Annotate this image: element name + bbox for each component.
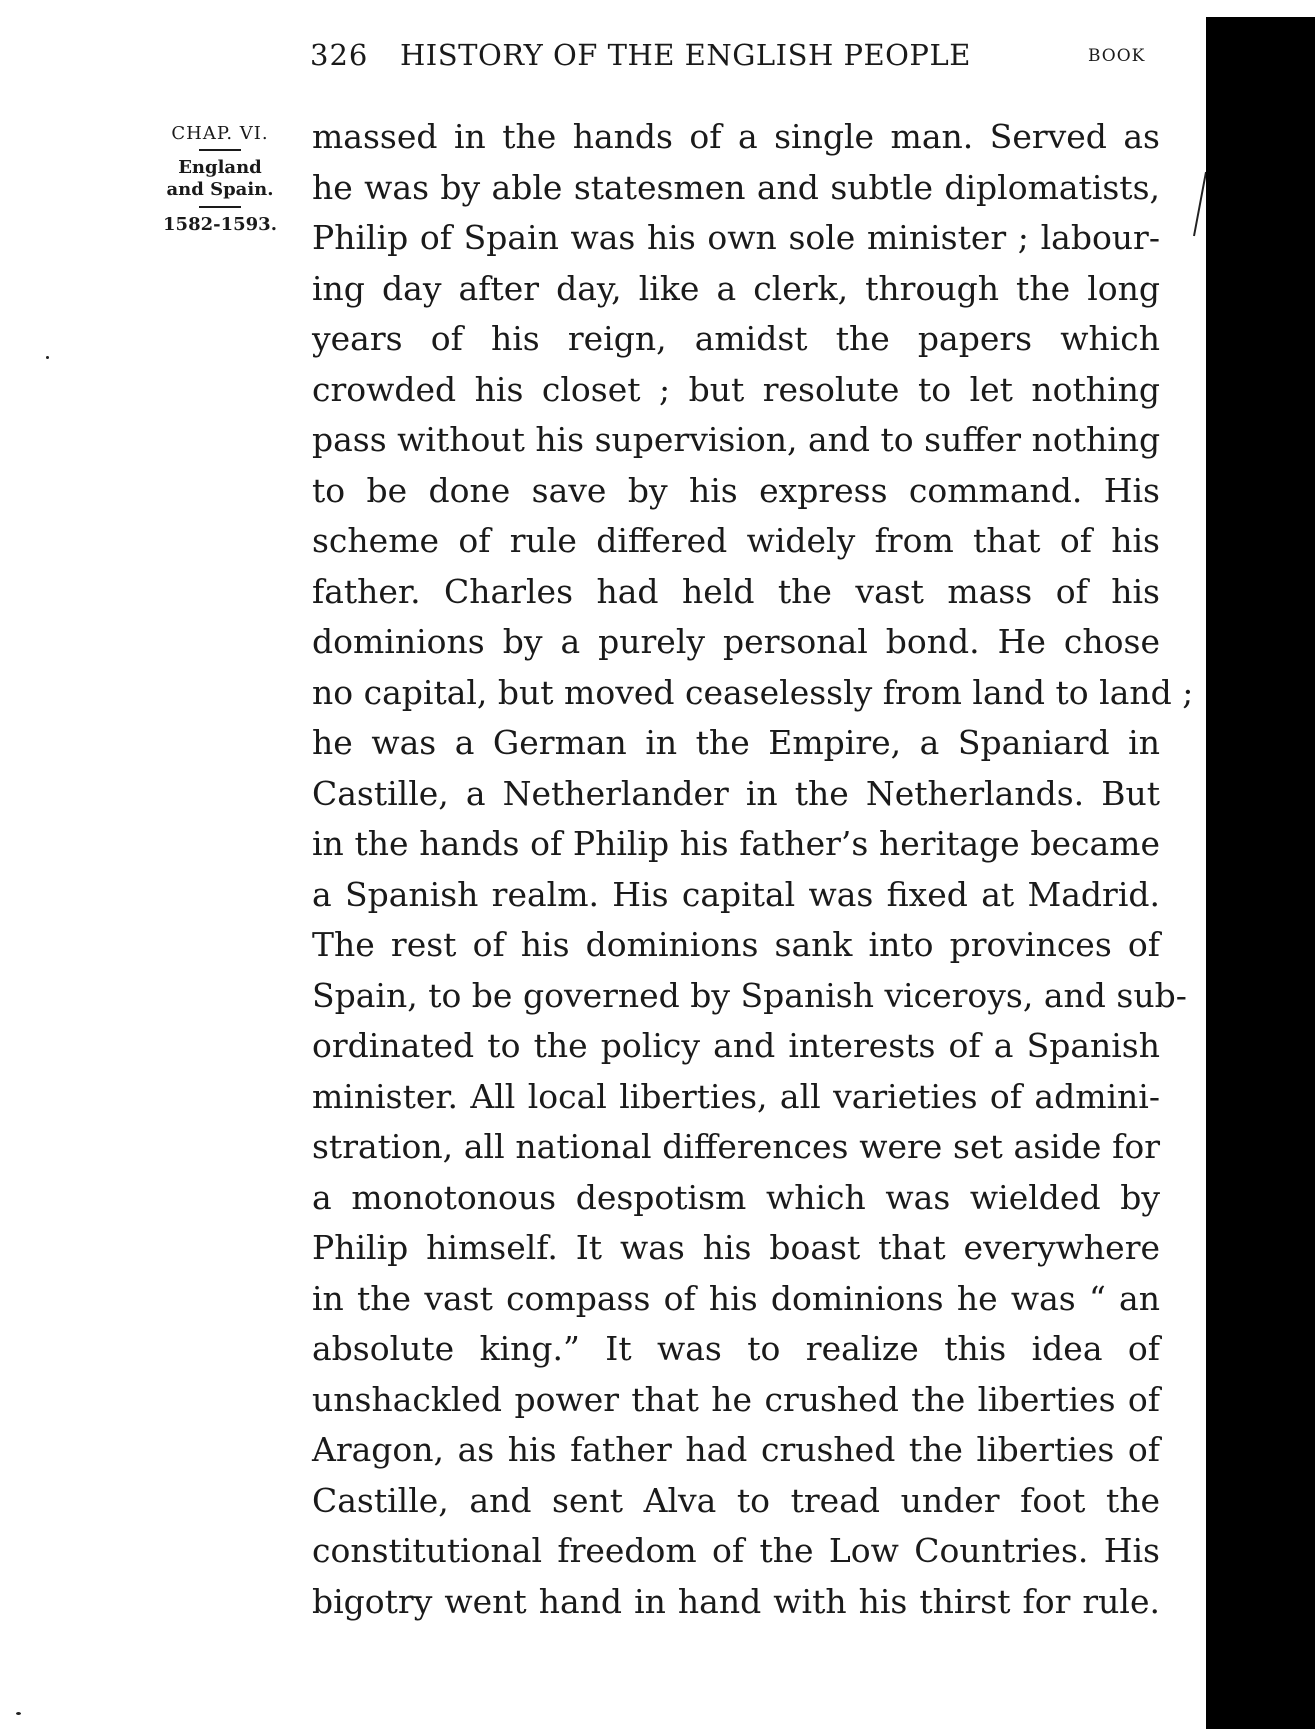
text-line: ing day after day, like a clerk, through the long xyxy=(312,268,1160,308)
text-line: absolute king.” It was to realize this idea of xyxy=(312,1329,1160,1368)
text-line: father. Charles had held the vast mass of his xyxy=(312,571,1160,611)
running-title: HISTORY OF THE ENGLISH PEOPLE xyxy=(400,38,971,72)
text-line: constitutional freedom of the Low Countries. His xyxy=(312,1531,1160,1570)
text-line: Castille, and sent Alva to tread under foot the xyxy=(312,1480,1160,1520)
page-header xyxy=(310,38,1160,78)
section-title-line-2: and Spain. xyxy=(166,179,274,200)
speck xyxy=(16,1712,21,1715)
margin-notes xyxy=(150,123,290,235)
text-line: massed in the hands of a single man. Served as xyxy=(312,117,1160,156)
text-line: he was a German in the Empire, a Spaniard in xyxy=(312,723,1160,762)
margin-rule xyxy=(199,149,241,151)
text-line: Philip of Spain was his own sole minister ; labour- xyxy=(312,218,1160,257)
text-line: he was by able statesmen and subtle diplomatists, xyxy=(312,167,1160,207)
text-line: pass without his supervision, and to suffer nothing xyxy=(312,420,1161,459)
text-line: Aragon, as his father had crushed the liberties of xyxy=(312,1430,1160,1469)
text-line: dominions by a purely personal bond. He chose xyxy=(312,622,1160,661)
chapter-label: CHAP. VI. xyxy=(171,123,269,144)
text-line: in the vast compass of his dominions he was “ an xyxy=(312,1278,1160,1318)
body-text xyxy=(312,112,1194,1627)
text-line: scheme of rule differed widely from that of his xyxy=(312,521,1160,560)
scan-edge-bar xyxy=(1206,17,1315,1729)
text-line: in the hands of Philip his father’s heritage became xyxy=(312,824,1160,863)
text-line: stration, all national differences were set aside for xyxy=(312,1127,1160,1166)
text-line: years of his reign, amidst the papers which xyxy=(312,319,1160,358)
margin-rule xyxy=(199,206,241,208)
speck xyxy=(46,356,49,359)
text-line: bigotry went hand in hand with his thirst for rule. xyxy=(312,1581,1160,1621)
text-line: no capital, but moved ceaselessly from land to land ; xyxy=(312,672,1194,712)
text-line: Philip himself. It was his boast that everywhere xyxy=(312,1228,1160,1267)
text-line: a Spanish realm. His capital was fixed at Madrid. xyxy=(312,874,1160,914)
text-line: minister. All local liberties, all varieties of admini- xyxy=(312,1076,1160,1116)
book-label: BOOK xyxy=(1088,46,1146,66)
text-line: to be done save by his express command. His xyxy=(312,470,1160,510)
page-number: 326 xyxy=(310,38,369,72)
section-title-line-1: England xyxy=(178,157,262,178)
text-line: a monotonous despotism which was wielded by xyxy=(312,1177,1160,1217)
text-line: Castille, a Netherlander in the Netherlands. But xyxy=(312,773,1160,813)
text-line: ordinated to the policy and interests of a Spanish xyxy=(312,1026,1160,1065)
text-line: The rest of his dominions sank into provinces of xyxy=(312,925,1160,964)
text-line: unshackled power that he crushed the liberties of xyxy=(312,1379,1160,1419)
text-line: Spain, to be governed by Spanish viceroys, and sub- xyxy=(312,975,1187,1015)
text-line: crowded his closet ; but resolute to let nothing xyxy=(312,369,1160,409)
date-range: 1582-1593. xyxy=(163,214,277,235)
